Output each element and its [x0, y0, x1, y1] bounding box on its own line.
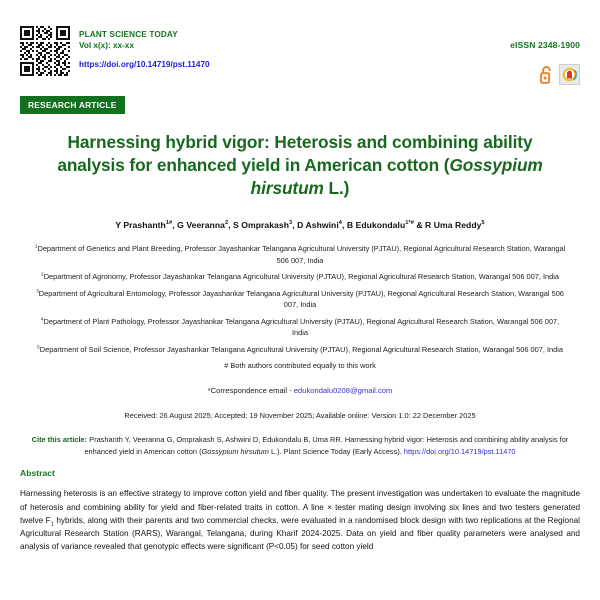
affiliation-marker: 4: [40, 317, 44, 323]
author-affil-marker: 4: [338, 220, 342, 227]
article-type-badge: RESEARCH ARTICLE: [20, 96, 125, 114]
affiliation-text: Department of Soil Science, Professor Jayashankar Telangana Agricultural University (PJTAU), Regional Agricultural Research Station, Warangal 506 007, India: [39, 344, 563, 354]
author-sep: ,: [292, 220, 298, 231]
journal-logo-icon: [562, 67, 577, 82]
author-affil-marker: 2: [224, 220, 229, 227]
author-name: B Edukondalu: [346, 220, 406, 231]
affiliation-text: Department of Plant Pathology, Professor Jayashankar Telangana Agricultural University (PJTAU), Regional Agricultural Research Station, Warangal 506 007, India: [43, 316, 560, 338]
author-affil-marker: 1#: [165, 220, 173, 227]
affiliation-item: [32, 288, 568, 311]
citation-doi-link[interactable]: https://doi.org/10.14719/pst.11470: [403, 446, 516, 456]
abstract-subscript: 1: [50, 521, 54, 528]
affiliation-marker: 2: [41, 272, 44, 278]
correspondence-line: [20, 386, 580, 395]
title-line-2a: analysis for enhanced yield in American cotton (: [57, 154, 450, 175]
affiliation-item: [32, 271, 568, 282]
affiliation-item: [32, 243, 568, 266]
citation-species: Gossypium hirsutum: [201, 446, 269, 456]
citation-text-b: L.). Plant Science Today (Early Access).: [268, 446, 404, 456]
masthead-right: [510, 26, 580, 85]
affiliation-text: Department of Agricultural Entomology, Professor Jayashankar Telangana Agricultural University (PJTAU), Regional Agricultural Research Station, Warangal 506 007, India: [38, 288, 564, 310]
page-title: [32, 131, 568, 199]
correspondence-email-link[interactable]: edukondalu0208@gmail.com: [293, 386, 393, 396]
author-1: [115, 220, 172, 230]
journal-name: PLANT SCIENCE TODAY: [79, 30, 178, 39]
publisher-logo-badge[interactable]: [559, 64, 580, 85]
affiliation-marker: 5: [37, 345, 40, 351]
publication-dates: Received: 26 August 2025; Accepted: 19 November 2025; Available online: Version 1.0: 22 December 2025: [124, 411, 476, 421]
title-line-1: Harnessing hybrid vigor: Heterosis and combining ability: [67, 132, 533, 152]
author-6: [425, 220, 485, 230]
affiliation-item: [32, 344, 568, 355]
author-sep: ,: [341, 220, 347, 231]
author-affil-marker: 5: [481, 220, 485, 227]
citation-text-a: Prashanth Y, Veeranna G, Omprakash S, Ashwini D, Edukondalu B, Uma RR. Harnessing hybrid vigor: Heterosis and combining ability analysis for enhanced yield in American cotton (: [84, 435, 569, 456]
abstract-heading: Abstract: [20, 468, 55, 479]
author-name: Y Prashanth: [115, 220, 166, 231]
affiliation-item: [32, 316, 568, 339]
author-sep: ,: [172, 220, 178, 231]
citation-label: Cite this article:: [31, 435, 88, 445]
masthead: [20, 0, 580, 85]
equal-contribution-note: # Both authors contributed equally to this work: [224, 361, 376, 371]
qr-code-icon: [20, 26, 70, 76]
journal-info: [79, 26, 210, 73]
affiliation-text: Department of Agronomy, Professor Jayashankar Telangana Agricultural University (PJTAU), Regional Agricultural Research Station, Warangal 506 007, India: [43, 272, 559, 282]
author-name: D Ashwini: [297, 220, 339, 231]
author-last-sep: &: [413, 220, 426, 231]
eissn-label: eISSN 2348-1900: [510, 40, 580, 50]
author-2: [177, 220, 228, 230]
author-sep: ,: [228, 220, 234, 231]
author-name: S Omprakash: [233, 220, 290, 231]
title-line-3b: L.): [323, 177, 350, 198]
author-affil-marker: 1*#: [405, 220, 414, 227]
author-name: G Veeranna: [177, 220, 225, 231]
abstract-part-2: hybrids, along with their parents and two commercial checks, were evaluated in a randomised block design with two replications at the Regional Agricultural Research Station (RARS), Warangal, Telangana, during Kharif 2024-2025. Data on yield and fiber quality parameters were analysed and analysis of variance revealed that genotypic effects were significant (P<0.05) for seed cotton yield: [20, 515, 580, 552]
journal-volume: Vol x(x): xx-xx: [79, 40, 134, 50]
author-list: [20, 220, 580, 230]
journal-doi-link[interactable]: https://doi.org/10.14719/pst.11470: [79, 59, 210, 69]
access-badges: [510, 64, 580, 85]
citation-block: [28, 434, 572, 457]
author-4: [297, 220, 342, 230]
abstract-part-1: Harnessing heterosis is an effective strategy to improve cotton yield and fiber quality. The present investigation was undertaken to evaluate the magnitude of heterosis and combining ability for yield and fiber-related traits in cotton. A line × tester mating design involving six lines and two testers generated twelve F: [20, 489, 580, 525]
affiliation-marker: 1: [34, 245, 38, 251]
affiliation-marker: 3: [36, 289, 39, 295]
affiliation-list: [32, 243, 568, 371]
abstract-body: [20, 487, 580, 553]
masthead-left: [20, 26, 210, 76]
correspondence-label: *Correspondence email -: [207, 386, 292, 396]
open-lock-icon[interactable]: [540, 65, 554, 84]
title-species: hirsutum: [250, 177, 324, 198]
title-genus: Gossypium: [449, 154, 543, 175]
author-5: [347, 220, 414, 230]
author-affil-marker: 3: [289, 220, 293, 227]
author-3: [233, 220, 292, 230]
author-name: R Uma Reddy: [425, 220, 482, 231]
affiliation-text: Department of Genetics and Plant Breeding, Professor Jayashankar Telangana Agricultural University (PJTAU), Regional Agricultural Research Station, Warangal 506 007, India: [37, 244, 566, 265]
